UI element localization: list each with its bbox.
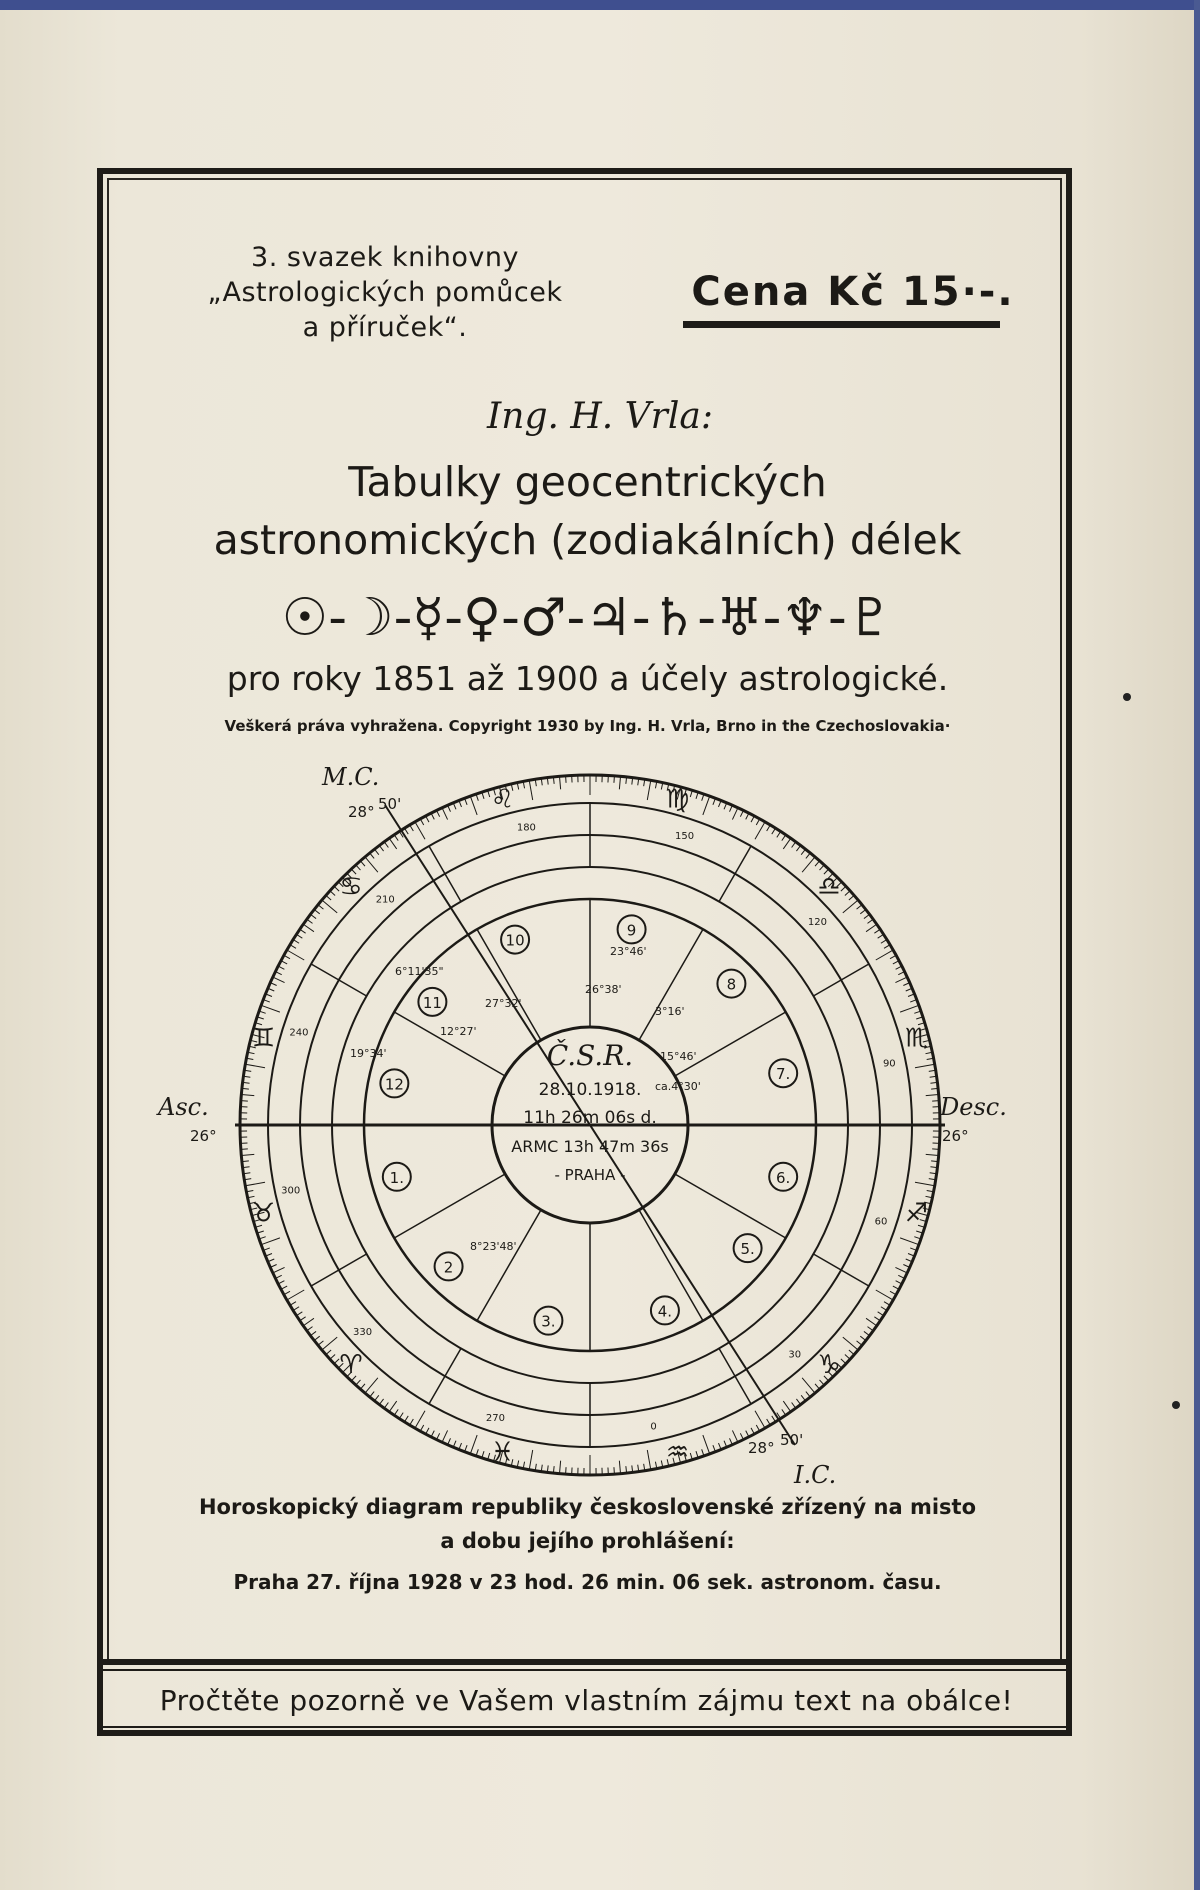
degree-tick bbox=[772, 828, 776, 834]
planet-symbols: ☉-☽-☿-♀-♂-♃-♄-♅-♆-♇ bbox=[281, 588, 894, 648]
degree-tick bbox=[890, 1291, 896, 1294]
degree-tick bbox=[559, 776, 560, 789]
scale-number: 330 bbox=[353, 1326, 373, 1338]
degree-tick bbox=[783, 838, 790, 849]
degree-tick bbox=[802, 857, 815, 872]
sign-divider bbox=[311, 1254, 366, 1286]
degree-tick bbox=[278, 1281, 284, 1284]
degree-tick bbox=[874, 1317, 880, 1321]
degree-tick bbox=[792, 842, 796, 848]
degree-tick bbox=[330, 891, 335, 896]
series-info bbox=[190, 240, 580, 345]
degree-tick bbox=[841, 1359, 846, 1364]
degree-tick bbox=[284, 955, 290, 958]
degree-tick bbox=[356, 865, 361, 870]
degree-tick bbox=[772, 1416, 776, 1422]
degree-tick bbox=[756, 819, 759, 825]
degree-tick bbox=[849, 895, 854, 900]
title-line-1: Tabulky geocentrických bbox=[348, 458, 827, 506]
zodiac-sign: ♍ bbox=[665, 784, 690, 815]
degree-tick bbox=[820, 865, 825, 870]
house-marker bbox=[501, 926, 529, 954]
degree-tick bbox=[884, 1302, 890, 1306]
title-line-2: astronomických (zodiakálních) délek bbox=[213, 516, 962, 564]
degree-tick bbox=[926, 1094, 939, 1095]
degree-tick bbox=[384, 1402, 388, 1408]
degree-tick bbox=[275, 972, 281, 975]
center-line-3: 11h 26m 06s d. bbox=[523, 1108, 657, 1128]
degree-tick bbox=[375, 1395, 379, 1401]
house-number: 11 bbox=[422, 993, 442, 1012]
house-number: 4. bbox=[657, 1302, 673, 1321]
degree-tick bbox=[777, 831, 781, 837]
degree-tick bbox=[796, 845, 800, 851]
degree-tick bbox=[281, 1286, 287, 1289]
house-number: 2 bbox=[443, 1258, 454, 1277]
ic-minutes: 50' bbox=[780, 1431, 804, 1449]
zodiac-sign: ♋ bbox=[339, 871, 363, 902]
speck bbox=[1123, 693, 1131, 701]
degree-tick bbox=[806, 853, 810, 858]
degree-tick bbox=[437, 1433, 440, 1439]
scale-number: 240 bbox=[289, 1027, 309, 1039]
degree-tick bbox=[241, 1094, 254, 1095]
degree-tick bbox=[881, 1307, 887, 1311]
footer-rule bbox=[103, 1669, 1070, 1671]
mc-degree: 28° bbox=[348, 803, 375, 821]
house-cusp-line bbox=[639, 929, 703, 1040]
degree-tick bbox=[806, 1392, 810, 1397]
degree-tick bbox=[796, 1399, 800, 1405]
degree-tick bbox=[782, 835, 786, 841]
degree-tick bbox=[370, 853, 374, 858]
degree-tick bbox=[559, 1461, 560, 1474]
degree-tick bbox=[261, 1238, 280, 1245]
degree-tick bbox=[895, 1267, 907, 1272]
degree-tick bbox=[318, 905, 323, 909]
degree-tick bbox=[405, 1416, 409, 1422]
scale-number: 180 bbox=[516, 822, 536, 834]
degree-tick bbox=[647, 1450, 650, 1470]
degree-tick bbox=[857, 905, 862, 909]
degree-tick bbox=[273, 1267, 285, 1272]
asc-label: Asc. bbox=[158, 1093, 209, 1121]
degree-tick bbox=[470, 1435, 477, 1454]
center-line-2: 28.10.1918. bbox=[538, 1080, 642, 1100]
degree-tick bbox=[860, 1336, 866, 1340]
scale-number: 30 bbox=[788, 1349, 802, 1361]
degree-tick bbox=[867, 1327, 873, 1331]
sign-divider bbox=[719, 1348, 751, 1403]
degree-tick bbox=[857, 1341, 862, 1345]
zodiac-sign: ♏ bbox=[904, 1023, 929, 1054]
scale-number: 150 bbox=[675, 830, 695, 842]
degree-tick bbox=[767, 825, 771, 831]
degree-tick bbox=[529, 1450, 532, 1470]
house-marker bbox=[769, 1059, 797, 1087]
degree-tick bbox=[845, 1355, 850, 1360]
sign-divider bbox=[813, 1254, 868, 1286]
zodiac-sign: ♒ bbox=[665, 1437, 690, 1468]
degree-tick bbox=[849, 1350, 854, 1355]
degree-tick bbox=[365, 1378, 378, 1393]
degree-tick bbox=[307, 919, 313, 923]
house-marker bbox=[769, 1163, 797, 1191]
degree-tick bbox=[864, 914, 870, 918]
degree-tick bbox=[866, 924, 877, 931]
degree-tick bbox=[792, 1402, 796, 1408]
degree-tick bbox=[732, 808, 737, 820]
degree-tick bbox=[356, 1380, 361, 1385]
degree-tick bbox=[740, 1433, 743, 1439]
scale-number: 270 bbox=[485, 1413, 505, 1425]
zodiac-sign: ♎ bbox=[817, 871, 841, 902]
degree-tick bbox=[245, 1064, 265, 1067]
degree-tick bbox=[426, 1428, 429, 1434]
degree-tick bbox=[751, 816, 754, 822]
asc-degree: 26° bbox=[190, 1127, 217, 1145]
degree-tick bbox=[801, 1395, 805, 1401]
degree-tick bbox=[310, 914, 316, 918]
series-line-2: „Astrologických pomůcek bbox=[207, 277, 563, 308]
degree-tick bbox=[314, 910, 320, 914]
zodiac-sign: ♐ bbox=[904, 1198, 929, 1229]
degree-tick bbox=[647, 780, 650, 800]
caption-line-1: Horoskopický diagram republiky československé zřízený na misto bbox=[198, 1495, 977, 1519]
degree-tick bbox=[878, 934, 884, 938]
degree-tick bbox=[284, 1291, 290, 1294]
house-number: 9 bbox=[626, 921, 637, 940]
degree-tick bbox=[442, 808, 447, 820]
mc-minutes: 50' bbox=[378, 795, 402, 813]
sign-divider bbox=[429, 1348, 461, 1403]
degree-tick bbox=[370, 1392, 374, 1397]
center-line-5: - PRAHA - bbox=[554, 1166, 626, 1184]
sign-divider bbox=[429, 846, 461, 901]
degree-tick bbox=[867, 919, 873, 923]
degree-tick bbox=[330, 1355, 335, 1360]
degree-tick bbox=[746, 813, 749, 819]
degree-tick bbox=[900, 1005, 919, 1012]
degree-tick bbox=[801, 849, 805, 855]
degree-tick bbox=[307, 1327, 313, 1331]
mc-label: M.C. bbox=[322, 763, 380, 791]
zodiac-sign: ♉ bbox=[251, 1198, 276, 1229]
degree-tick bbox=[874, 929, 880, 933]
sign-divider bbox=[813, 964, 868, 996]
degree-tick bbox=[898, 972, 904, 975]
degree-tick bbox=[884, 945, 890, 949]
house-marker bbox=[418, 988, 446, 1016]
degree-tick bbox=[410, 825, 414, 831]
scale-number: 300 bbox=[281, 1185, 301, 1197]
house-marker bbox=[383, 1163, 411, 1191]
degree-tick bbox=[767, 1419, 771, 1425]
house-number: 6. bbox=[776, 1168, 791, 1187]
degree-tick bbox=[261, 1005, 280, 1012]
degree-tick bbox=[360, 1384, 365, 1389]
degree-tick bbox=[845, 891, 850, 896]
degree-tick bbox=[241, 1154, 254, 1155]
degree-tick bbox=[375, 849, 379, 855]
degree-tick bbox=[405, 828, 409, 834]
planet-position-label: 8°23'48' bbox=[470, 1240, 517, 1253]
degree-tick bbox=[751, 1428, 754, 1434]
degree-tick bbox=[420, 1425, 423, 1431]
degree-tick bbox=[782, 1409, 786, 1415]
degree-tick bbox=[703, 1435, 710, 1454]
degree-tick bbox=[296, 1312, 302, 1316]
planet-position-label: 15°46' bbox=[660, 1050, 697, 1063]
zodiac-sign: ♈ bbox=[339, 1350, 363, 1381]
house-number: 5. bbox=[740, 1240, 755, 1259]
planet-position-label: 12°27' bbox=[440, 1025, 477, 1038]
sign-divider bbox=[719, 846, 751, 901]
degree-tick bbox=[303, 1318, 314, 1325]
degree-tick bbox=[843, 1337, 858, 1350]
degree-tick bbox=[783, 1401, 790, 1412]
caption-line-2: a dobu jejího prohlášení: bbox=[440, 1529, 735, 1553]
ic-label: I.C. bbox=[794, 1461, 837, 1489]
degree-tick bbox=[442, 1430, 447, 1442]
degree-tick bbox=[310, 1331, 316, 1335]
degree-tick bbox=[703, 796, 710, 815]
degree-tick bbox=[399, 1413, 403, 1419]
degree-tick bbox=[322, 1337, 337, 1350]
degree-tick bbox=[470, 796, 477, 815]
degree-tick bbox=[420, 819, 423, 825]
degree-tick bbox=[926, 1154, 939, 1155]
degree-tick bbox=[815, 861, 820, 866]
degree-tick bbox=[318, 1341, 323, 1345]
degree-tick bbox=[732, 1430, 737, 1442]
degree-tick bbox=[820, 1380, 825, 1385]
degree-tick bbox=[881, 940, 887, 944]
planet-position-label: 3°16' bbox=[655, 1005, 685, 1018]
degree-tick bbox=[300, 929, 306, 933]
degree-tick bbox=[278, 966, 284, 969]
diagram-caption bbox=[120, 1490, 1055, 1558]
degree-tick bbox=[756, 1425, 759, 1431]
degree-tick bbox=[293, 1307, 299, 1311]
degree-tick bbox=[389, 838, 396, 849]
scale-number: 0 bbox=[650, 1421, 657, 1433]
degree-tick bbox=[360, 861, 365, 866]
degree-tick bbox=[900, 1238, 919, 1245]
price-underline bbox=[683, 321, 1000, 328]
degree-tick bbox=[843, 900, 858, 913]
center-line-4: ARMC 13h 47m 36s bbox=[511, 1137, 669, 1156]
degree-tick bbox=[893, 961, 899, 964]
degree-tick bbox=[915, 1182, 935, 1185]
house-marker bbox=[618, 915, 646, 943]
planet-position-label: 19°34' bbox=[350, 1047, 387, 1060]
price-label: Cena Kč 15·-. bbox=[691, 269, 1015, 315]
house-number: 10 bbox=[505, 931, 525, 950]
degree-tick bbox=[379, 845, 383, 851]
degree-tick bbox=[896, 1281, 902, 1284]
degree-tick bbox=[896, 966, 902, 969]
degree-tick bbox=[740, 810, 743, 816]
degree-tick bbox=[746, 1431, 749, 1437]
degree-tick bbox=[394, 835, 398, 841]
footer-notice: Pročtěte pozorně ve Vašem vlastním zájmu text na obálce! bbox=[159, 1684, 1014, 1717]
desc-label: Desc. bbox=[940, 1093, 1007, 1121]
degree-tick bbox=[389, 1401, 396, 1412]
zodiac-sign: ♓ bbox=[490, 1437, 515, 1468]
zodiac-sign: ♊ bbox=[251, 1023, 276, 1054]
planet-position-label: 27°32' bbox=[485, 997, 522, 1010]
house-cusp-line bbox=[394, 1174, 505, 1238]
planet-position-label: ca.4°30' bbox=[655, 1080, 701, 1093]
degree-tick bbox=[860, 910, 866, 914]
ic-degree: 28° bbox=[748, 1439, 775, 1457]
degree-tick bbox=[815, 1384, 820, 1389]
scale-number: 210 bbox=[375, 894, 395, 906]
series-line-1: 3. svazek knihovny bbox=[251, 242, 519, 273]
center-line-1: Č.S.R. bbox=[546, 1039, 634, 1072]
degree-tick bbox=[895, 977, 907, 982]
degree-tick bbox=[915, 1064, 935, 1067]
degree-tick bbox=[878, 1312, 884, 1316]
degree-tick bbox=[866, 1318, 877, 1325]
house-marker bbox=[380, 1069, 408, 1097]
degree-tick bbox=[365, 857, 378, 872]
sign-divider bbox=[311, 964, 366, 996]
degree-tick bbox=[275, 1275, 281, 1278]
degree-tick bbox=[314, 1336, 320, 1340]
house-marker bbox=[717, 970, 745, 998]
degree-tick bbox=[290, 945, 296, 949]
degree-tick bbox=[841, 886, 846, 891]
house-number: 12 bbox=[384, 1075, 404, 1094]
degree-tick bbox=[898, 1275, 904, 1278]
degree-tick bbox=[273, 977, 285, 982]
degree-tick bbox=[379, 1399, 383, 1405]
degree-tick bbox=[281, 961, 287, 964]
degree-tick bbox=[322, 900, 337, 913]
degree-tick bbox=[296, 934, 302, 938]
house-marker bbox=[435, 1252, 463, 1280]
cover-edge-top bbox=[0, 0, 1200, 10]
degree-tick bbox=[431, 813, 434, 819]
degree-tick bbox=[394, 1409, 398, 1415]
cover-edge-right bbox=[1194, 0, 1200, 1890]
zodiac-sign: ♌ bbox=[490, 784, 515, 815]
degree-tick bbox=[864, 1331, 870, 1335]
degree-tick bbox=[893, 1286, 899, 1289]
degree-tick bbox=[384, 842, 388, 848]
degree-tick bbox=[426, 816, 429, 822]
degree-tick bbox=[245, 1182, 265, 1185]
footer-rule bbox=[103, 1726, 1070, 1728]
speck bbox=[1172, 1401, 1180, 1409]
horoscope-diagram bbox=[140, 745, 1040, 1505]
house-marker bbox=[734, 1234, 762, 1262]
house-cusp-line bbox=[675, 1012, 786, 1076]
title-line-3: pro roky 1851 až 1900 a účely astrologické. bbox=[226, 659, 949, 698]
degree-tick bbox=[437, 810, 440, 816]
zodiac-sign: ♑ bbox=[817, 1350, 841, 1381]
house-marker bbox=[651, 1296, 679, 1324]
planet-position-label: 26°38' bbox=[585, 983, 622, 996]
author: Ing. H. Vrla: bbox=[487, 396, 713, 437]
footer-rule bbox=[103, 1659, 1070, 1665]
degree-tick bbox=[529, 780, 532, 800]
caption-line-3: Praha 27. října 1928 v 23 hod. 26 min. 06 sek. astronom. času. bbox=[233, 1570, 942, 1594]
scale-number: 60 bbox=[874, 1216, 888, 1228]
copyright-notice: Veškerá práva vyhražena. Copyright 1930 by Ing. H. Vrla, Brno in the Czechoslovakia· bbox=[224, 717, 951, 735]
scale-number: 120 bbox=[807, 917, 827, 929]
planet-position-label: 23°46' bbox=[610, 945, 647, 958]
desc-degree: 26° bbox=[942, 1127, 969, 1145]
house-number: 1. bbox=[389, 1168, 404, 1187]
house-marker bbox=[534, 1307, 562, 1335]
house-number: 7. bbox=[776, 1065, 791, 1084]
house-number: 8 bbox=[726, 975, 737, 994]
planet-position-label: 6°11'35" bbox=[395, 965, 444, 978]
degree-tick bbox=[300, 1317, 306, 1321]
house-number: 3. bbox=[541, 1312, 556, 1331]
house-cusp-line bbox=[675, 1174, 786, 1238]
house-cusp-line bbox=[477, 1210, 541, 1321]
scale-number: 90 bbox=[882, 1058, 896, 1070]
degree-tick bbox=[619, 1461, 620, 1474]
degree-tick bbox=[619, 776, 620, 789]
degree-tick bbox=[890, 955, 896, 958]
degree-tick bbox=[293, 940, 299, 944]
house-cusp-line bbox=[394, 1012, 505, 1076]
series-line-3: a příruček“. bbox=[302, 312, 468, 343]
degree-tick bbox=[410, 1419, 414, 1425]
planet-positions bbox=[350, 945, 701, 1253]
degree-tick bbox=[326, 1350, 331, 1355]
degree-tick bbox=[303, 924, 314, 931]
degree-tick bbox=[326, 895, 331, 900]
degree-tick bbox=[431, 1431, 434, 1437]
degree-tick bbox=[290, 1302, 296, 1306]
degree-tick bbox=[802, 1378, 815, 1393]
